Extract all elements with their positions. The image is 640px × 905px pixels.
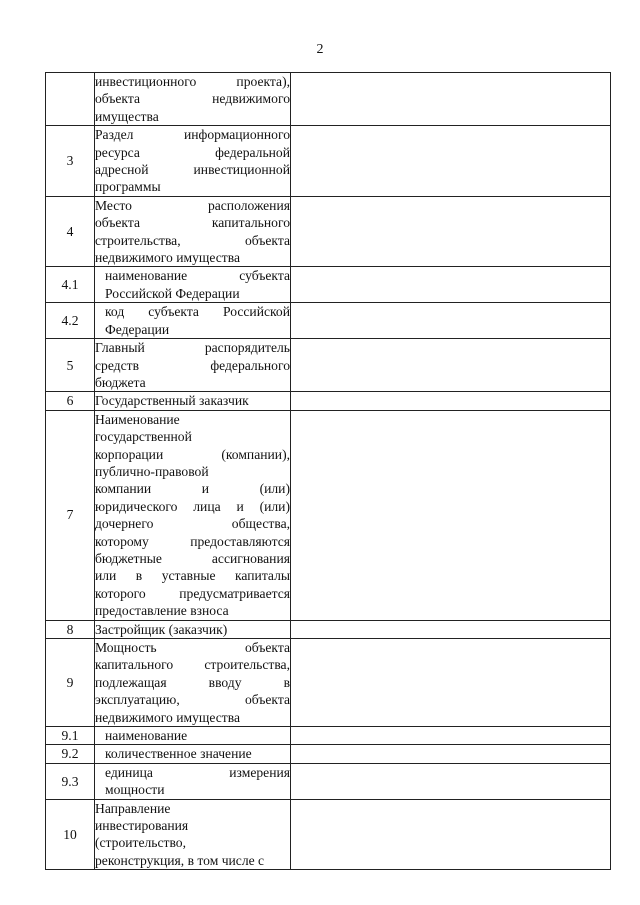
- row-value-cell[interactable]: [291, 639, 611, 727]
- table-row: [46, 196, 611, 267]
- row-label-line: объекта капитального: [95, 215, 290, 231]
- row-label-line: программы: [95, 179, 161, 195]
- row-label: [95, 410, 291, 620]
- row-label-line: Место расположения: [95, 197, 290, 213]
- row-label-line: Главный распорядитель: [95, 340, 290, 356]
- table-row: [46, 410, 611, 620]
- row-label-line: Государственный заказчик: [95, 393, 249, 409]
- row-label-line: недвижимого имущества: [95, 250, 240, 266]
- row-label: [95, 620, 291, 638]
- row-label-line: бюджетные ассигнования: [95, 550, 290, 566]
- row-label-line: Раздел информационного: [95, 127, 290, 143]
- passport-table: [45, 72, 611, 870]
- table-row: [46, 267, 611, 303]
- row-label-line: (строительство,: [95, 835, 186, 851]
- row-label: [95, 392, 291, 410]
- row-label: [95, 267, 291, 303]
- row-label-line: которому предоставляются: [95, 533, 290, 549]
- table-row: [46, 745, 611, 763]
- row-label-line: публично-правовой: [95, 463, 209, 479]
- page-number: 2: [316, 42, 324, 57]
- row-number: [46, 73, 95, 126]
- table-row: [46, 339, 611, 392]
- table-body: [46, 73, 611, 870]
- row-value-cell[interactable]: [291, 799, 611, 870]
- row-number: 7: [46, 410, 95, 620]
- row-label-line: Федерации: [105, 321, 170, 337]
- table-row: [46, 126, 611, 197]
- row-label-line: ресурса федеральной: [95, 144, 290, 160]
- row-value-cell[interactable]: [291, 392, 611, 410]
- row-label: [95, 763, 291, 799]
- row-value-cell[interactable]: [291, 303, 611, 339]
- row-label-line: инвестирования: [95, 818, 189, 834]
- row-label-line: предоставление взноса: [95, 603, 229, 619]
- row-value-cell[interactable]: [291, 267, 611, 303]
- row-label: [95, 745, 291, 763]
- row-label-line: корпорации (компании),: [95, 446, 290, 462]
- row-number: 9.2: [46, 745, 95, 763]
- row-label-line: которого предусматривается: [95, 585, 290, 601]
- row-label-line: код субъекта Российской: [105, 304, 290, 320]
- row-label: [95, 339, 291, 392]
- row-label-line: средств федерального: [95, 357, 290, 373]
- row-label-line: Застройщик (заказчик): [95, 621, 228, 637]
- row-label: [95, 639, 291, 727]
- row-label-line: инвестиционного проекта),: [95, 74, 290, 89]
- row-label-line: строительства, объекта: [95, 232, 290, 248]
- table-row: [46, 639, 611, 727]
- row-label-line: государственной: [95, 429, 192, 445]
- row-label-line: юридического лица и (или): [95, 498, 290, 514]
- table-row: [46, 620, 611, 638]
- row-label: [95, 727, 291, 745]
- row-number: 4.2: [46, 303, 95, 339]
- row-label-line: или в уставные капиталы: [95, 568, 290, 584]
- row-label: [95, 126, 291, 197]
- table-row: [46, 763, 611, 799]
- row-value-cell[interactable]: [291, 727, 611, 745]
- row-label-line: единица измерения: [105, 764, 290, 780]
- row-value-cell[interactable]: [291, 126, 611, 197]
- row-value-cell[interactable]: [291, 763, 611, 799]
- row-label-line: подлежащая вводу в: [95, 674, 290, 690]
- row-label-line: имущества: [95, 108, 159, 124]
- row-label-line: адресной инвестиционной: [95, 162, 290, 178]
- row-label-line: недвижимого имущества: [95, 709, 240, 725]
- row-number: 9.1: [46, 727, 95, 745]
- row-label-line: дочернего общества,: [95, 516, 290, 532]
- row-label-line: наименование субъекта: [105, 268, 290, 284]
- row-label-line: объекта недвижимого: [95, 91, 290, 107]
- row-number: 4.1: [46, 267, 95, 303]
- row-value-cell[interactable]: [291, 196, 611, 267]
- row-label-line: компании и (или): [95, 481, 290, 497]
- row-label-line: количественное значение: [105, 746, 252, 762]
- row-value-cell[interactable]: [291, 339, 611, 392]
- row-number: 4: [46, 196, 95, 267]
- table-row: [46, 392, 611, 410]
- row-label-line: Российской Федерации: [105, 285, 240, 301]
- table-row: [46, 73, 611, 126]
- row-number: 9: [46, 639, 95, 727]
- row-value-cell[interactable]: [291, 620, 611, 638]
- row-number: 5: [46, 339, 95, 392]
- table-row: [46, 303, 611, 339]
- row-label-line: бюджета: [95, 374, 146, 390]
- row-label-line: реконструкция, в том числе с: [95, 852, 265, 868]
- row-label: [95, 73, 291, 126]
- row-number: 10: [46, 799, 95, 870]
- row-number: 3: [46, 126, 95, 197]
- row-label-line: Наименование: [95, 411, 180, 427]
- row-value-cell[interactable]: [291, 73, 611, 126]
- row-number: 9.3: [46, 763, 95, 799]
- row-label: [95, 196, 291, 267]
- row-label: [95, 799, 291, 870]
- row-label-line: Мощность объекта: [95, 640, 290, 655]
- row-label: [95, 303, 291, 339]
- row-value-cell[interactable]: [291, 745, 611, 763]
- row-label-line: эксплуатацию, объекта: [95, 692, 290, 708]
- row-value-cell[interactable]: [291, 410, 611, 620]
- table-row: [46, 799, 611, 870]
- row-number: 6: [46, 392, 95, 410]
- row-number: 8: [46, 620, 95, 638]
- row-label-line: капитального строительства,: [95, 657, 290, 673]
- row-label-line: Направление: [95, 800, 171, 816]
- row-label-line: мощности: [105, 782, 165, 798]
- table-row: [46, 727, 611, 745]
- row-label-line: наименование: [105, 728, 188, 744]
